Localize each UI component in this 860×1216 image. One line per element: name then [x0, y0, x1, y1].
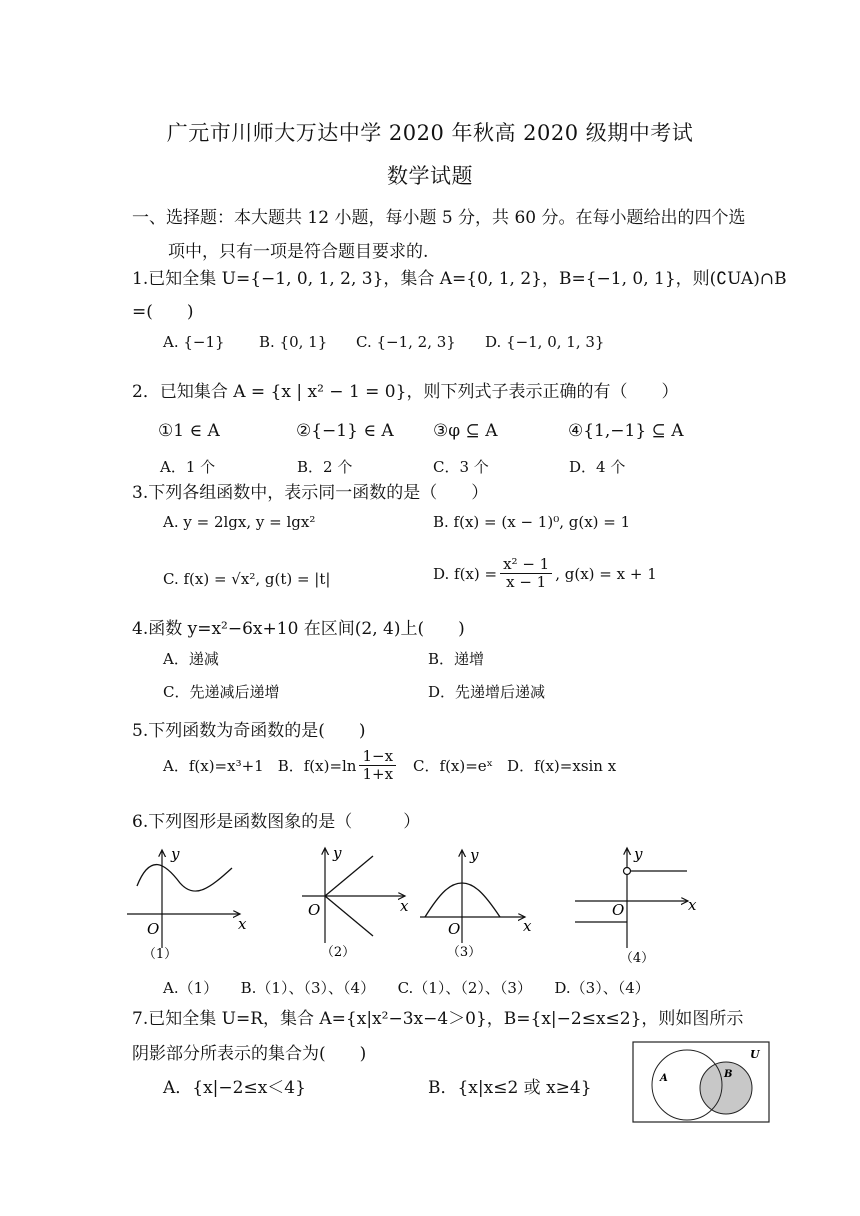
- q7-stem-cont: 阴影部分所表示的集合为( ): [132, 1044, 367, 1064]
- graph-4-y-label: y: [634, 845, 643, 863]
- q2-item-4: ④{1,−1} ⊆ A: [568, 421, 684, 441]
- q6-graphs: [0, 838, 860, 968]
- graph-4-x-label: x: [688, 896, 697, 914]
- q2-option-d: D．4 个: [569, 458, 626, 476]
- graph-3-caption: （3）: [446, 945, 482, 960]
- graph-2-y-label: y: [333, 844, 342, 862]
- q1-option-b: B. {0, 1}: [259, 333, 328, 351]
- q3-option-d: [433, 556, 657, 592]
- q3-d-numerator: x² − 1: [500, 556, 552, 574]
- graph-1-y-label: y: [171, 845, 180, 863]
- section-heading: 一、选择题：本大题共 12 小题，每小题 5 分，共 60 分。在每小题给出的四个选: [132, 208, 746, 228]
- q1-stem: 1.已知全集 U={−1, 0, 1, 2, 3}，集合 A={0, 1, 2}，B={−1, 0, 1}，则(∁UA)∩B: [132, 269, 787, 289]
- q3-option-c: C. f(x) = √x², g(t) = |t|: [163, 570, 331, 588]
- q4-option-c: C．先递减后递增: [163, 683, 280, 701]
- section-heading-cont: 项中，只有一项是符合题目要求的.: [168, 242, 429, 262]
- q3-stem: 3.下列各组函数中，表示同一函数的是（ ）: [132, 483, 489, 503]
- graph-2-caption: （2）: [320, 945, 356, 960]
- venn-a-label: A: [660, 1073, 668, 1084]
- graph-1: [127, 845, 247, 962]
- graph-3: [420, 846, 532, 960]
- graph-4-caption: （4）: [619, 951, 655, 966]
- q5-b-denominator: 1+x: [362, 765, 394, 784]
- q1-option-c: C. {−1, 2, 3}: [356, 333, 456, 351]
- q1-stem-cont: =( ): [132, 302, 194, 322]
- q2-stem: 2．已知集合 A = {x | x² − 1 = 0}，则下列式子表示正确的有（ ）: [132, 382, 679, 402]
- q1-option-d: D. {−1, 0, 1, 3}: [485, 333, 605, 351]
- graph-2: [302, 844, 409, 960]
- graph-3-x-label: x: [523, 917, 532, 935]
- q3-d-denominator: x − 1: [506, 573, 547, 592]
- q3-option-a: A. y = 2lgx, y = lgx²: [163, 513, 316, 531]
- venn-u-label: U: [750, 1048, 760, 1061]
- q3-d-suffix: , g(x) = x + 1: [555, 564, 657, 583]
- graph-3-y-label: y: [470, 846, 479, 864]
- q2-option-a: A．1 个: [160, 458, 216, 476]
- graph-3-origin: O: [448, 920, 461, 938]
- q4-option-b: B．递增: [428, 650, 485, 668]
- q6-options: A.（1） B.（1）、（3）、（4） C.（1）、（2）、（3） D.（3）、（4）: [163, 979, 650, 997]
- q3-option-b: B. f(x) = (x − 1)⁰, g(x) = 1: [433, 513, 631, 531]
- graph-2-x-label: x: [400, 897, 409, 915]
- q2-option-b: B．2 个: [297, 458, 353, 476]
- graph-2-origin: O: [308, 901, 321, 919]
- q5-option-d: D．f(x)=xsin x: [507, 757, 617, 776]
- graph-1-origin: O: [147, 920, 160, 938]
- q7-stem: 7.已知全集 U=R，集合 A={x|x²−3x−4＞0}，B={x|−2≤x≤2}，则如图所示: [132, 1009, 744, 1029]
- venn-b-label: B: [724, 1069, 733, 1080]
- graph-4: [575, 845, 697, 966]
- q3-d-prefix: D. f(x) =: [433, 564, 498, 583]
- q5-stem: 5.下列函数为奇函数的是( ): [132, 721, 366, 741]
- q2-item-1: ①1 ∈ A: [158, 421, 220, 441]
- q5-option-a: A．f(x)=x³+1: [163, 757, 264, 776]
- q2-option-c: C．3 个: [433, 458, 489, 476]
- q2-item-3: ③φ ⊆ A: [433, 421, 498, 441]
- q5-b-fraction: [359, 748, 396, 784]
- q4-option-a: A．递减: [163, 650, 219, 668]
- q4-stem: 4.函数 y=x²−6x+10 在区间(2, 4)上( ): [132, 619, 465, 639]
- q5-options: [163, 748, 616, 784]
- page-subtitle: 数学试题: [387, 164, 473, 188]
- q6-stem: 6.下列图形是函数图象的是（ ）: [132, 812, 421, 832]
- q5-option-b-prefix: B．f(x)=ln: [277, 757, 357, 776]
- q7-option-a: A．{x|−2≤x＜4}: [163, 1078, 306, 1098]
- q2-item-2: ②{−1} ∈ A: [296, 421, 394, 441]
- q1-option-a: A. {−1}: [163, 333, 225, 351]
- q5-b-numerator: 1−x: [359, 748, 396, 766]
- venn-diagram: [632, 1041, 772, 1125]
- graph-1-caption: （1）: [142, 947, 178, 962]
- q3-d-fraction: [500, 556, 552, 592]
- q7-option-b: B．{x|x≤2 或 x≥4}: [428, 1078, 592, 1098]
- graph-1-x-label: x: [238, 915, 247, 933]
- page-title: 广元市川师大万达中学 2020 年秋高 2020 级期中考试: [166, 121, 694, 145]
- q5-option-c: C．f(x)=eˣ: [413, 757, 494, 776]
- q4-option-d: D．先递增后递减: [428, 683, 546, 701]
- graph-4-origin: O: [612, 901, 625, 919]
